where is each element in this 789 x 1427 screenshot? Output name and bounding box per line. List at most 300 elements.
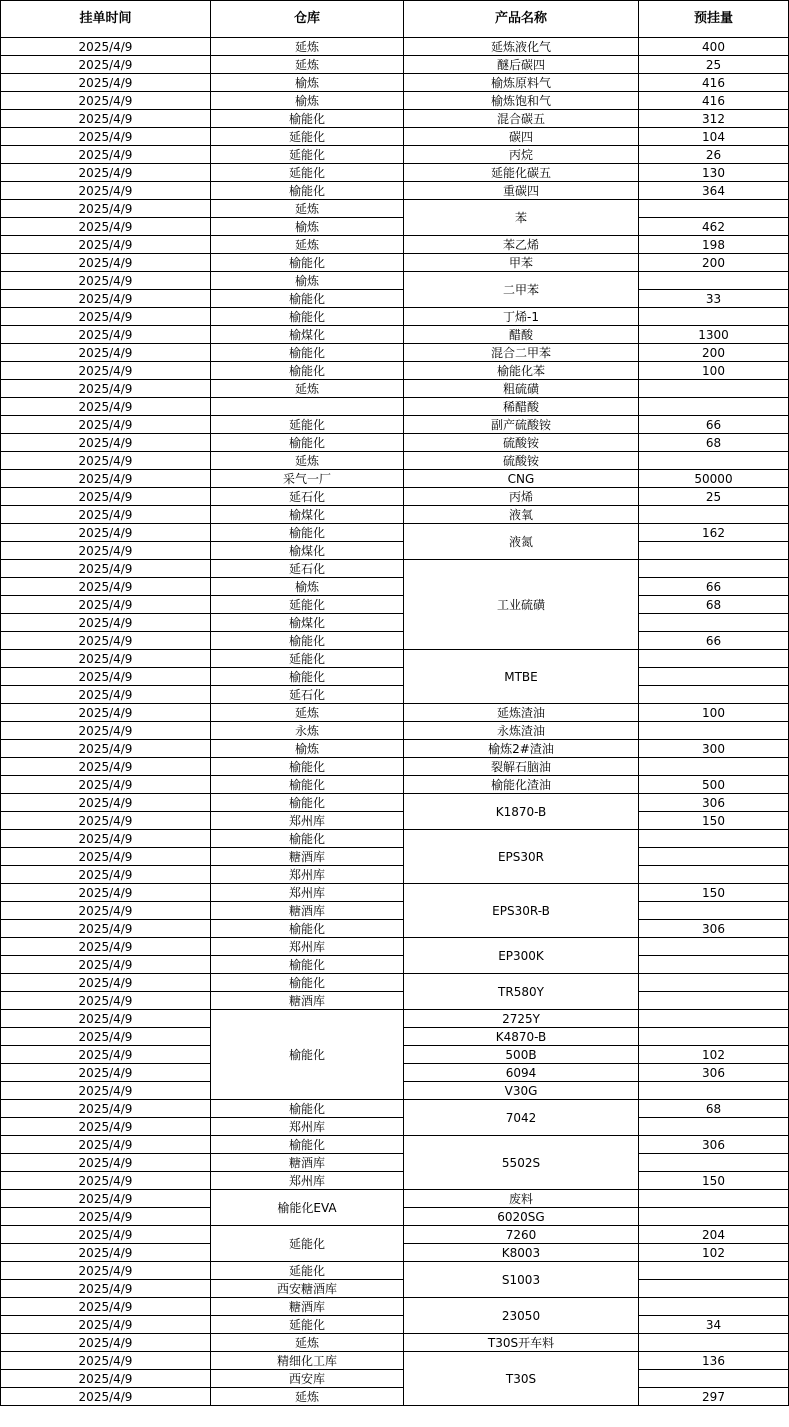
- warehouse-cell: 糖酒库: [211, 1154, 404, 1172]
- quantity-cell: 50000: [639, 470, 789, 488]
- quantity-cell: [639, 830, 789, 848]
- table-row: [1, 200, 789, 218]
- quantity-cell: 306: [639, 920, 789, 938]
- quantity-cell: 162: [639, 524, 789, 542]
- quantity-cell: 102: [639, 1244, 789, 1262]
- product-name-cell: 粗硫磺: [404, 380, 639, 398]
- warehouse-cell: 榆炼: [211, 218, 404, 236]
- table-row: [1, 56, 789, 74]
- table-row: [1, 848, 789, 866]
- quantity-cell: 100: [639, 362, 789, 380]
- listing-date-cell: 2025/4/9: [1, 1118, 211, 1136]
- quantity-cell: [639, 992, 789, 1010]
- quantity-cell: 300: [639, 740, 789, 758]
- table-row: [1, 1136, 789, 1154]
- listing-date-cell: 2025/4/9: [1, 92, 211, 110]
- header-row: [1, 1, 789, 38]
- warehouse-cell: 延炼: [211, 452, 404, 470]
- listing-date-cell: 2025/4/9: [1, 596, 211, 614]
- warehouse-cell: 延炼: [211, 56, 404, 74]
- table-row: [1, 128, 789, 146]
- table-row: [1, 290, 789, 308]
- quantity-cell: [639, 1334, 789, 1352]
- warehouse-cell: 郑州库: [211, 866, 404, 884]
- warehouse-cell: 西安库: [211, 1370, 404, 1388]
- product-name-cell: 7260: [404, 1226, 639, 1244]
- listing-date-cell: 2025/4/9: [1, 272, 211, 290]
- listing-date-cell: 2025/4/9: [1, 506, 211, 524]
- listing-date-cell: 2025/4/9: [1, 254, 211, 272]
- warehouse-cell: 延能化: [211, 1262, 404, 1280]
- quantity-cell: 364: [639, 182, 789, 200]
- listing-date-cell: 2025/4/9: [1, 686, 211, 704]
- warehouse-cell: 榆能化: [211, 974, 404, 992]
- listing-date-cell: 2025/4/9: [1, 1298, 211, 1316]
- warehouse-cell: 延石化: [211, 686, 404, 704]
- product-name-cell: 工业硫磺: [404, 560, 639, 650]
- quantity-cell: 25: [639, 56, 789, 74]
- listing-date-cell: 2025/4/9: [1, 1244, 211, 1262]
- table-row: [1, 596, 789, 614]
- listing-date-cell: 2025/4/9: [1, 956, 211, 974]
- quantity-cell: [639, 200, 789, 218]
- warehouse-cell: 郑州库: [211, 1118, 404, 1136]
- table-row: [1, 236, 789, 254]
- product-name-cell: 6020SG: [404, 1208, 639, 1226]
- warehouse-cell: 榆炼: [211, 740, 404, 758]
- quantity-cell: 100: [639, 704, 789, 722]
- table-row: [1, 758, 789, 776]
- product-name-cell: 苯乙烯: [404, 236, 639, 254]
- warehouse-cell: 糖酒库: [211, 848, 404, 866]
- table-body: [1, 38, 789, 1406]
- listing-date-cell: 2025/4/9: [1, 110, 211, 128]
- warehouse-cell: 榆能化EVA: [211, 1190, 404, 1226]
- quantity-cell: [639, 1190, 789, 1208]
- warehouse-cell: 延炼: [211, 236, 404, 254]
- quantity-cell: 198: [639, 236, 789, 254]
- quantity-cell: [639, 614, 789, 632]
- listing-date-cell: 2025/4/9: [1, 974, 211, 992]
- listing-date-cell: 2025/4/9: [1, 398, 211, 416]
- listing-date-cell: 2025/4/9: [1, 848, 211, 866]
- quantity-cell: 312: [639, 110, 789, 128]
- product-name-cell: K1870-B: [404, 794, 639, 830]
- product-name-cell: 榆能化渣油: [404, 776, 639, 794]
- listing-date-cell: 2025/4/9: [1, 578, 211, 596]
- listing-date-cell: 2025/4/9: [1, 1280, 211, 1298]
- warehouse-cell: 延炼: [211, 1388, 404, 1406]
- listing-date-cell: 2025/4/9: [1, 812, 211, 830]
- warehouse-cell: 榆煤化: [211, 614, 404, 632]
- product-name-cell: 废料: [404, 1190, 639, 1208]
- listing-date-cell: 2025/4/9: [1, 344, 211, 362]
- quantity-cell: [639, 452, 789, 470]
- listing-date-cell: 2025/4/9: [1, 1226, 211, 1244]
- warehouse-cell: 糖酒库: [211, 1298, 404, 1316]
- listing-date-cell: 2025/4/9: [1, 200, 211, 218]
- product-name-cell: 延炼渣油: [404, 704, 639, 722]
- listing-date-cell: 2025/4/9: [1, 74, 211, 92]
- warehouse-cell: 延炼: [211, 1334, 404, 1352]
- listing-date-cell: 2025/4/9: [1, 632, 211, 650]
- table-row: [1, 344, 789, 362]
- table-row: [1, 1298, 789, 1316]
- table-row: [1, 110, 789, 128]
- listing-date-cell: 2025/4/9: [1, 794, 211, 812]
- table-row: [1, 272, 789, 290]
- table-row: [1, 632, 789, 650]
- product-name-cell: 稀醋酸: [404, 398, 639, 416]
- quantity-cell: [639, 1262, 789, 1280]
- warehouse-cell: 延能化: [211, 128, 404, 146]
- table-row: [1, 38, 789, 56]
- quantity-cell: 306: [639, 794, 789, 812]
- warehouse-cell: 榆能化: [211, 290, 404, 308]
- product-name-cell: 榆能化苯: [404, 362, 639, 380]
- table-row: [1, 1334, 789, 1352]
- quantity-cell: [639, 1154, 789, 1172]
- product-name-cell: 副产硫酸铵: [404, 416, 639, 434]
- warehouse-cell: 郑州库: [211, 884, 404, 902]
- warehouse-cell: 糖酒库: [211, 902, 404, 920]
- quantity-cell: [639, 650, 789, 668]
- table-row: [1, 1370, 789, 1388]
- table-row: [1, 1280, 789, 1298]
- listing-date-cell: 2025/4/9: [1, 992, 211, 1010]
- warehouse-cell: 榆能化: [211, 1010, 404, 1100]
- table-row: [1, 1118, 789, 1136]
- listing-date-cell: 2025/4/9: [1, 290, 211, 308]
- listing-date-cell: 2025/4/9: [1, 830, 211, 848]
- table-row: [1, 992, 789, 1010]
- product-name-cell: 5502S: [404, 1136, 639, 1190]
- table-row: [1, 452, 789, 470]
- warehouse-cell: 榆煤化: [211, 506, 404, 524]
- warehouse-cell: 榆能化: [211, 632, 404, 650]
- listing-date-cell: 2025/4/9: [1, 866, 211, 884]
- quantity-cell: [639, 1028, 789, 1046]
- quantity-cell: 33: [639, 290, 789, 308]
- warehouse-cell: 延能化: [211, 164, 404, 182]
- quantity-cell: 26: [639, 146, 789, 164]
- table-row: [1, 830, 789, 848]
- table-row: [1, 1262, 789, 1280]
- table-row: [1, 146, 789, 164]
- quantity-cell: [639, 1298, 789, 1316]
- header-warehouse: 仓库: [211, 1, 404, 38]
- product-name-cell: 液氮: [404, 524, 639, 560]
- quantity-cell: [639, 308, 789, 326]
- warehouse-cell: 榆能化: [211, 956, 404, 974]
- quantity-cell: 136: [639, 1352, 789, 1370]
- listing-date-cell: 2025/4/9: [1, 722, 211, 740]
- quantity-cell: 130: [639, 164, 789, 182]
- listing-date-cell: 2025/4/9: [1, 182, 211, 200]
- warehouse-cell: 榆能化: [211, 1136, 404, 1154]
- listing-date-cell: 2025/4/9: [1, 704, 211, 722]
- warehouse-cell: 延能化: [211, 146, 404, 164]
- listing-date-cell: 2025/4/9: [1, 434, 211, 452]
- listing-date-cell: 2025/4/9: [1, 1100, 211, 1118]
- table-row: [1, 1352, 789, 1370]
- table-row: [1, 434, 789, 452]
- table-row: [1, 326, 789, 344]
- table-row: [1, 164, 789, 182]
- listing-date-cell: 2025/4/9: [1, 758, 211, 776]
- quantity-cell: [639, 686, 789, 704]
- listing-date-cell: 2025/4/9: [1, 488, 211, 506]
- quantity-cell: 150: [639, 812, 789, 830]
- product-name-cell: MTBE: [404, 650, 639, 704]
- table-row: [1, 308, 789, 326]
- table-row: [1, 902, 789, 920]
- quantity-cell: [639, 722, 789, 740]
- product-name-cell: 500B: [404, 1046, 639, 1064]
- table-row: [1, 920, 789, 938]
- table-row: [1, 668, 789, 686]
- listing-date-cell: 2025/4/9: [1, 1010, 211, 1028]
- quantity-cell: [639, 272, 789, 290]
- warehouse-cell: 榆能化: [211, 668, 404, 686]
- product-name-cell: 丙烷: [404, 146, 639, 164]
- listing-date-cell: 2025/4/9: [1, 614, 211, 632]
- table-row: [1, 380, 789, 398]
- warehouse-cell: 精细化工库: [211, 1352, 404, 1370]
- warehouse-cell: 榆能化: [211, 254, 404, 272]
- listing-date-cell: 2025/4/9: [1, 1352, 211, 1370]
- product-name-cell: 硫酸铵: [404, 434, 639, 452]
- listing-date-cell: 2025/4/9: [1, 1082, 211, 1100]
- product-name-cell: 碳四: [404, 128, 639, 146]
- quantity-cell: [639, 1118, 789, 1136]
- table-row: [1, 1172, 789, 1190]
- warehouse-cell: 延石化: [211, 560, 404, 578]
- warehouse-cell: 榆能化: [211, 758, 404, 776]
- quantity-cell: [639, 506, 789, 524]
- table-row: [1, 488, 789, 506]
- table-row: [1, 470, 789, 488]
- product-name-cell: TR580Y: [404, 974, 639, 1010]
- listing-date-cell: 2025/4/9: [1, 938, 211, 956]
- table-row: [1, 578, 789, 596]
- warehouse-cell: 延炼: [211, 704, 404, 722]
- table-row: [1, 524, 789, 542]
- listing-date-cell: 2025/4/9: [1, 146, 211, 164]
- listing-date-cell: 2025/4/9: [1, 1334, 211, 1352]
- product-name-cell: S1003: [404, 1262, 639, 1298]
- quantity-cell: 200: [639, 344, 789, 362]
- quantity-cell: 462: [639, 218, 789, 236]
- quantity-cell: [639, 380, 789, 398]
- listing-date-cell: 2025/4/9: [1, 884, 211, 902]
- listing-date-cell: 2025/4/9: [1, 542, 211, 560]
- product-name-cell: 榆炼2#渣油: [404, 740, 639, 758]
- quantity-cell: 204: [639, 1226, 789, 1244]
- listing-date-cell: 2025/4/9: [1, 1154, 211, 1172]
- listing-date-cell: 2025/4/9: [1, 1262, 211, 1280]
- listing-date-cell: 2025/4/9: [1, 650, 211, 668]
- warehouse-cell: 榆能化: [211, 1100, 404, 1118]
- quantity-cell: [639, 956, 789, 974]
- quantity-cell: 400: [639, 38, 789, 56]
- listing-date-cell: 2025/4/9: [1, 1046, 211, 1064]
- product-name-cell: 榆炼原料气: [404, 74, 639, 92]
- quantity-cell: [639, 848, 789, 866]
- warehouse-cell: 延炼: [211, 380, 404, 398]
- warehouse-cell: 永炼: [211, 722, 404, 740]
- warehouse-cell: 延炼: [211, 38, 404, 56]
- listing-date-cell: 2025/4/9: [1, 1190, 211, 1208]
- warehouse-cell: 榆能化: [211, 434, 404, 452]
- table-row: [1, 1100, 789, 1118]
- listing-date-cell: 2025/4/9: [1, 452, 211, 470]
- listing-date-cell: 2025/4/9: [1, 56, 211, 74]
- product-name-cell: 二甲苯: [404, 272, 639, 308]
- listing-date-cell: 2025/4/9: [1, 38, 211, 56]
- quantity-cell: 34: [639, 1316, 789, 1334]
- listing-date-cell: 2025/4/9: [1, 1388, 211, 1406]
- listing-date-cell: 2025/4/9: [1, 164, 211, 182]
- table-row: [1, 1154, 789, 1172]
- table-row: [1, 506, 789, 524]
- warehouse-cell: 延能化: [211, 650, 404, 668]
- quantity-cell: [639, 1280, 789, 1298]
- table-row: [1, 686, 789, 704]
- listing-date-cell: 2025/4/9: [1, 902, 211, 920]
- quantity-cell: [639, 1082, 789, 1100]
- product-name-cell: 永炼渣油: [404, 722, 639, 740]
- table-row: [1, 956, 789, 974]
- product-name-cell: 7042: [404, 1100, 639, 1136]
- product-name-cell: 醚后碳四: [404, 56, 639, 74]
- warehouse-cell: 榆煤化: [211, 326, 404, 344]
- table-row: [1, 254, 789, 272]
- quantity-cell: 68: [639, 434, 789, 452]
- warehouse-cell: 采气一厂: [211, 470, 404, 488]
- table-row: [1, 74, 789, 92]
- product-name-cell: 醋酸: [404, 326, 639, 344]
- table-row: [1, 938, 789, 956]
- table-row: [1, 218, 789, 236]
- table-row: [1, 182, 789, 200]
- quantity-cell: [639, 560, 789, 578]
- table-row: [1, 794, 789, 812]
- quantity-cell: 104: [639, 128, 789, 146]
- quantity-cell: [639, 1370, 789, 1388]
- warehouse-cell: 榆煤化: [211, 542, 404, 560]
- product-name-cell: 榆炼饱和气: [404, 92, 639, 110]
- listing-date-cell: 2025/4/9: [1, 326, 211, 344]
- warehouse-cell: 延炼: [211, 200, 404, 218]
- product-name-cell: K8003: [404, 1244, 639, 1262]
- product-name-cell: 6094: [404, 1064, 639, 1082]
- table-row: [1, 884, 789, 902]
- warehouse-cell: 延能化: [211, 416, 404, 434]
- listing-date-cell: 2025/4/9: [1, 668, 211, 686]
- header-listing-time: 挂单时间: [1, 1, 211, 38]
- quantity-cell: 416: [639, 74, 789, 92]
- product-name-cell: 苯: [404, 200, 639, 236]
- listing-date-cell: 2025/4/9: [1, 560, 211, 578]
- quantity-cell: 25: [639, 488, 789, 506]
- table-row: [1, 92, 789, 110]
- product-name-cell: 23050: [404, 1298, 639, 1334]
- warehouse-cell: 榆能化: [211, 830, 404, 848]
- quantity-cell: [639, 866, 789, 884]
- table-row: [1, 416, 789, 434]
- listing-date-cell: 2025/4/9: [1, 1028, 211, 1046]
- table-row: [1, 776, 789, 794]
- table-row: [1, 812, 789, 830]
- product-name-cell: V30G: [404, 1082, 639, 1100]
- table-row: [1, 1190, 789, 1208]
- quantity-cell: 66: [639, 632, 789, 650]
- listing-date-cell: 2025/4/9: [1, 776, 211, 794]
- listing-date-cell: 2025/4/9: [1, 1136, 211, 1154]
- header-quantity: 预挂量: [639, 1, 789, 38]
- table-row: [1, 614, 789, 632]
- listing-date-cell: 2025/4/9: [1, 362, 211, 380]
- table-row: [1, 866, 789, 884]
- table-row: [1, 722, 789, 740]
- quantity-cell: 416: [639, 92, 789, 110]
- quantity-cell: [639, 902, 789, 920]
- quantity-cell: 68: [639, 596, 789, 614]
- listing-date-cell: 2025/4/9: [1, 218, 211, 236]
- warehouse-cell: 郑州库: [211, 938, 404, 956]
- warehouse-cell: 西安糖酒库: [211, 1280, 404, 1298]
- table-row: [1, 542, 789, 560]
- listing-date-cell: 2025/4/9: [1, 1370, 211, 1388]
- warehouse-cell: 延能化: [211, 596, 404, 614]
- warehouse-cell: [211, 398, 404, 416]
- table-row: [1, 1010, 789, 1028]
- listing-date-cell: 2025/4/9: [1, 524, 211, 542]
- table-row: [1, 1226, 789, 1244]
- table-row: [1, 398, 789, 416]
- quantity-cell: [639, 758, 789, 776]
- warehouse-cell: 榆能化: [211, 344, 404, 362]
- listing-date-cell: 2025/4/9: [1, 128, 211, 146]
- quantity-cell: 150: [639, 1172, 789, 1190]
- quantity-cell: 306: [639, 1136, 789, 1154]
- product-name-cell: K4870-B: [404, 1028, 639, 1046]
- quantity-cell: [639, 1208, 789, 1226]
- listing-date-cell: 2025/4/9: [1, 380, 211, 398]
- warehouse-cell: 榆炼: [211, 92, 404, 110]
- warehouse-cell: 糖酒库: [211, 992, 404, 1010]
- warehouse-cell: 榆能化: [211, 110, 404, 128]
- quantity-cell: 102: [639, 1046, 789, 1064]
- warehouse-cell: 榆能化: [211, 362, 404, 380]
- quantity-cell: [639, 974, 789, 992]
- product-name-cell: 甲苯: [404, 254, 639, 272]
- product-name-cell: 丙烯: [404, 488, 639, 506]
- warehouse-cell: 延能化: [211, 1316, 404, 1334]
- table-row: [1, 362, 789, 380]
- quantity-cell: [639, 398, 789, 416]
- quantity-cell: 306: [639, 1064, 789, 1082]
- table-row: [1, 704, 789, 722]
- warehouse-cell: 榆能化: [211, 776, 404, 794]
- warehouse-cell: 榆炼: [211, 272, 404, 290]
- product-name-cell: EPS30R: [404, 830, 639, 884]
- listing-date-cell: 2025/4/9: [1, 416, 211, 434]
- warehouse-cell: 榆能化: [211, 308, 404, 326]
- quantity-cell: 68: [639, 1100, 789, 1118]
- warehouse-cell: 榆能化: [211, 920, 404, 938]
